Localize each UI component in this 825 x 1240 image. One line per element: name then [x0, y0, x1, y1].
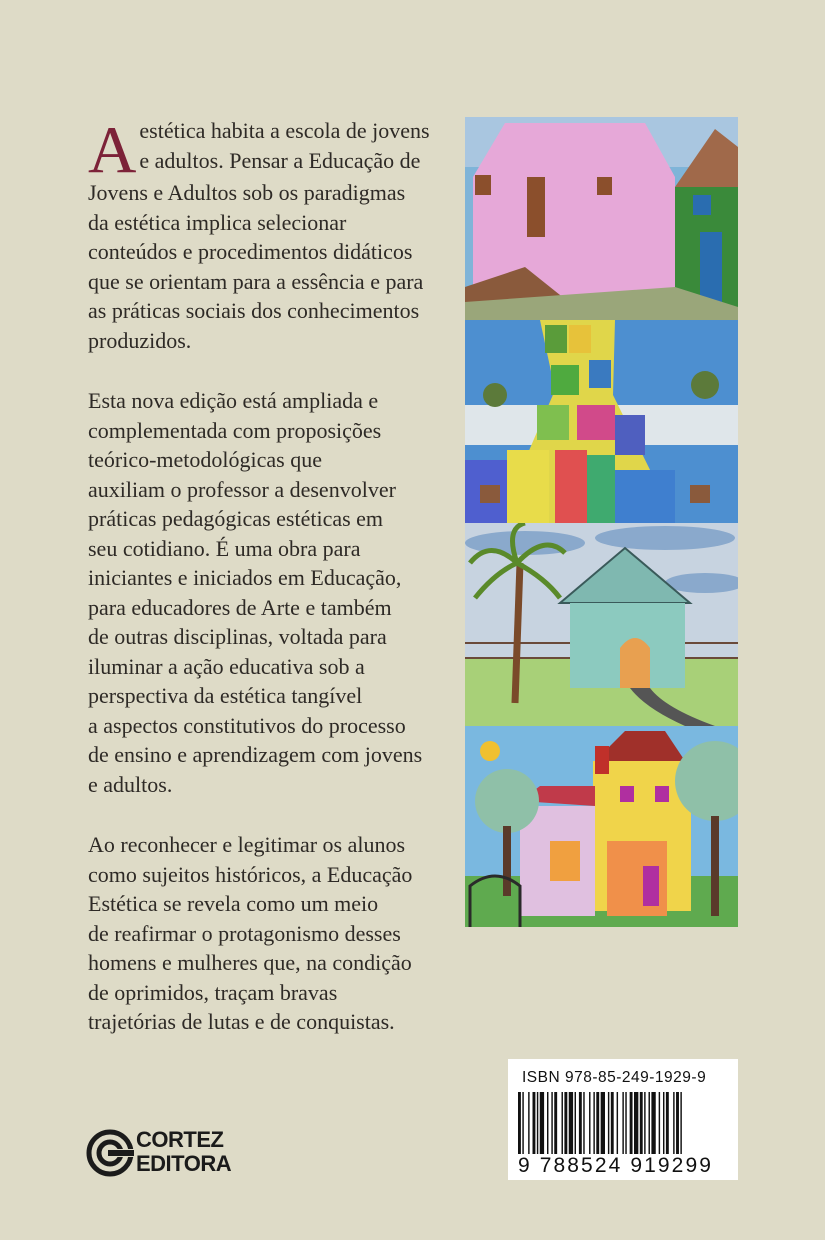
- blurb-line: iluminar a ação educativa sob a: [88, 653, 365, 679]
- publisher-name: CORTEZ: [136, 1127, 224, 1152]
- blurb-line: Jovens e Adultos sob os paradigmas: [88, 180, 406, 205]
- barcode-bar: [522, 1092, 523, 1154]
- artwork-strip: [465, 117, 738, 927]
- barcode-bar: [680, 1092, 681, 1154]
- blurb-line: homens e mulheres que, na condição: [88, 950, 412, 975]
- blurb-line: práticas pedagógicas estéticas em: [88, 506, 384, 531]
- blurb-line: de ensino e aprendizagem com jovens: [88, 742, 423, 767]
- drawing-teal-house: [465, 523, 738, 726]
- drawing-pink-house: [465, 117, 738, 320]
- barcode-bar: [540, 1092, 544, 1154]
- barcode-bar: [659, 1092, 660, 1154]
- barcode-bar: [630, 1092, 633, 1154]
- barcode-bar: [551, 1092, 552, 1154]
- isbn-barcode: [508, 1059, 738, 1180]
- blurb-line: Estética se revela como um meio: [88, 891, 379, 916]
- barcode-bar: [649, 1092, 650, 1154]
- barcode-bar: [593, 1092, 594, 1154]
- barcode-bar: [596, 1092, 599, 1154]
- drawing-yellow-house: [465, 726, 738, 927]
- barcode-bar: [533, 1092, 536, 1154]
- barcode-bar: [625, 1092, 626, 1154]
- blurb-line: Ao reconhecer e legitimar os alunos: [88, 832, 406, 857]
- drawing-colorful-fields: [465, 320, 738, 523]
- barcode-bar: [554, 1092, 557, 1154]
- barcode-bar: [663, 1092, 664, 1154]
- barcode-bar: [528, 1092, 529, 1154]
- blurb-line: e adultos. Pensar a Educação de: [139, 147, 421, 173]
- barcode-bar: [651, 1092, 655, 1154]
- blurb-line: como sujeitos históricos, a Educação: [88, 861, 413, 887]
- cortez-logo-icon: [86, 1129, 134, 1177]
- barcode-bar: [608, 1092, 609, 1154]
- barcode-bar: [562, 1092, 563, 1154]
- blurb-line: produzidos.: [88, 327, 192, 353]
- blurb-line: teórico-metodológicas que: [88, 447, 322, 472]
- blurb-line: as práticas sociais dos conhecimentos: [88, 298, 420, 323]
- blurb-line: de reafirmar o protagonismo desses: [88, 920, 401, 946]
- blurb-line: da estética implica selecionar: [88, 209, 347, 235]
- blurb-line: para educadores de Arte e também: [88, 594, 392, 620]
- blurb-paragraph-2: [88, 386, 448, 799]
- blurb-text: [88, 113, 448, 1068]
- barcode-bar: [676, 1092, 679, 1154]
- blurb-line: complementada com proposições: [88, 417, 382, 443]
- barcode-bar: [518, 1092, 521, 1154]
- blurb-line: perspectiva da estética tangível: [88, 683, 363, 708]
- barcode-bar: [617, 1092, 618, 1154]
- barcode-bar: [601, 1092, 605, 1154]
- barcode-bar: [589, 1092, 590, 1154]
- barcode-bar: [640, 1092, 643, 1154]
- blurb-line: a aspectos constitutivos do processo: [88, 712, 406, 738]
- blurb-line: estética habita a escola de jovens: [139, 118, 430, 143]
- barcode-bar: [583, 1092, 584, 1154]
- barcode-bar: [575, 1092, 576, 1154]
- blurb-line: trajetórias de lutas e de conquistas.: [88, 1009, 395, 1034]
- blurb-paragraph-3: [88, 830, 448, 1037]
- barcode-bar: [611, 1092, 614, 1154]
- barcode-bar: [666, 1092, 669, 1154]
- blurb-line: auxiliam o professor a desenvolver: [88, 476, 396, 502]
- blurb-line: Esta nova edição está ampliada e: [88, 388, 379, 413]
- blurb-line: conteúdos e procedimentos didáticos: [88, 239, 413, 264]
- barcode-bars: [518, 1092, 728, 1154]
- publisher-type: EDITORA: [136, 1151, 232, 1176]
- blurb-paragraph-1: [88, 113, 448, 355]
- barcode-bar: [569, 1092, 573, 1154]
- blurb-line: de oprimidos, traçam bravas: [88, 979, 338, 1005]
- barcode-bar: [564, 1092, 567, 1154]
- isbn-label: ISBN 978-85-249-1929-9: [522, 1069, 707, 1086]
- barcode-bar: [579, 1092, 582, 1154]
- blurb-line: seu cotidiano. É uma obra para: [88, 535, 361, 561]
- barcode-bar: [547, 1092, 548, 1154]
- blurb-line: iniciantes e iniciados em Educação,: [88, 565, 402, 590]
- barcode-bar: [644, 1092, 645, 1154]
- drop-cap: A: [88, 113, 137, 187]
- publisher-logo: [86, 1129, 246, 1184]
- barcode-digits: 9 788524 919299: [518, 1154, 713, 1177]
- blurb-line: que se orientam para a essência e para: [88, 268, 424, 294]
- barcode-bar: [673, 1092, 674, 1154]
- barcode-bar: [622, 1092, 623, 1154]
- barcode-bar: [537, 1092, 538, 1154]
- blurb-line: e adultos.: [88, 771, 173, 797]
- barcode-bar: [634, 1092, 638, 1154]
- blurb-line: de outras disciplinas, voltada para: [88, 624, 387, 649]
